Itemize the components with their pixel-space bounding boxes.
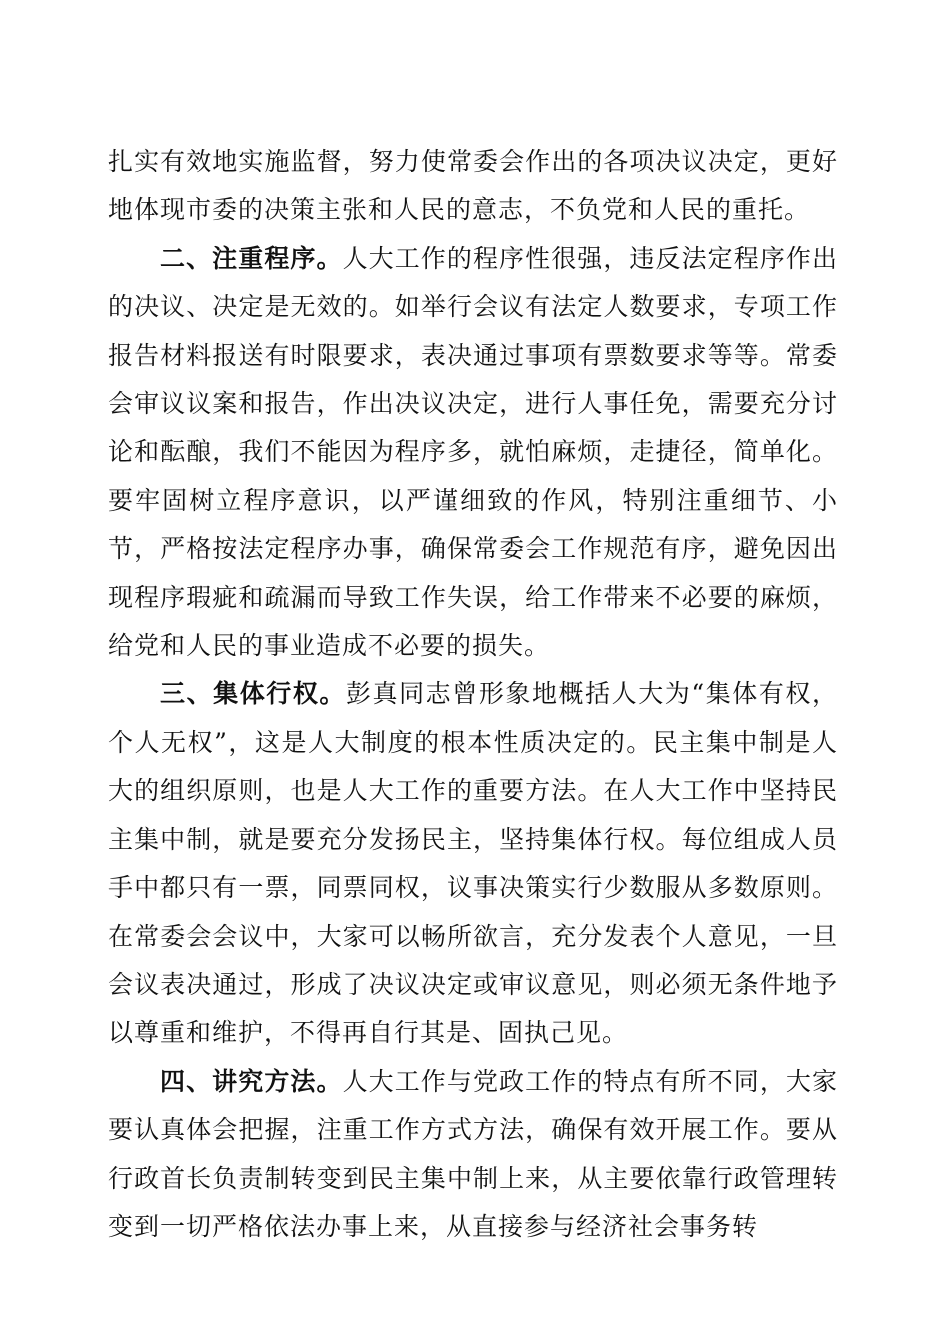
- paragraph-text: 彭真同志曾形象地概括人大为“集体有权，个人无权”，这是人大制度的根本性质决定的。民主集中制是人大的组织原则，也是人大工作的重要方法。在人大工作中坚持民主集中制，就是要充分发扬民主，坚持集体行权。每位组成人员手中都只有一票，同票同权，议事决策实行少数服从多数原则。在常委会会议中，大家可以畅所欲言，充分发表个人意见，一旦会议表决通过，形成了决议决定或审议意见，则必须无条件地予以尊重和维护，不得再自行其是、固执己见。: [108, 679, 838, 1048]
- paragraph-continuation: [108, 138, 838, 235]
- body-text: [108, 138, 838, 1251]
- paragraph-heading: 二、注重程序。: [160, 243, 343, 273]
- paragraph-text: 扎实有效地实施监督，努力使常委会作出的各项决议决定，更好地体现市委的决策主张和人民的意志，不负党和人民的重托。: [108, 147, 838, 225]
- paragraph-heading: 四、讲究方法。: [160, 1066, 343, 1096]
- paragraph-text: 人大工作的程序性很强，违反法定程序作出的决议、决定是无效的。如举行会议有法定人数要求，专项工作报告材料报送有时限要求，表决通过事项有票数要求等等。常委会审议议案和报告，作出决议决定，进行人事任免，需要充分讨论和酝酿，我们不能因为程序多，就怕麻烦，走捷径，简单化。要牢固树立程序意识，以严谨细致的作风，特别注重细节、小节，严格按法定程序办事，确保常委会工作规范有序，避免因出现程序瑕疵和疏漏而导致工作失误，给工作带来不必要的麻烦，给党和人民的事业造成不必要的损失。: [108, 243, 838, 661]
- paragraph-collective-power: [108, 670, 838, 1057]
- paragraph-heading: 三、集体行权。: [160, 679, 346, 709]
- paragraph-methods: [108, 1058, 838, 1252]
- paragraph-emphasize-procedure: [108, 235, 838, 671]
- paragraph-text: 人大工作与党政工作的特点有所不同，大家要认真体会把握，注重工作方式方法，确保有效开展工作。要从行政首长负责制转变到民主集中制上来，从主要依靠行政管理转变到一切严格依法办事上来，从直接参与经济社会事务转: [108, 1066, 838, 1241]
